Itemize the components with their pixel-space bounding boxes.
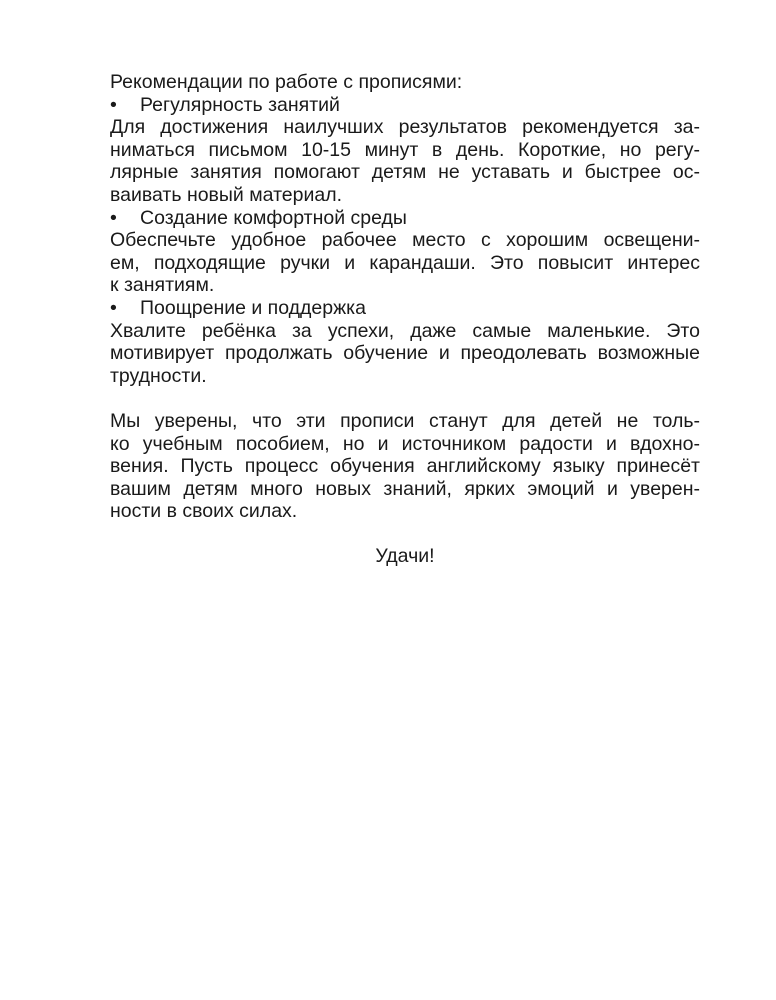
paragraph-line: лярные занятия помогают детям не уставать и быстрее ос- [110, 161, 700, 184]
paragraph-line: Для достижения наилучших результатов рекомендуется за- [110, 116, 700, 139]
paragraph-line: ниматься письмом 10-15 минут в день. Короткие, но регу- [110, 138, 700, 161]
signoff-text: Удачи! [375, 545, 435, 568]
closing-line: вашим детям много новых знаний, ярких эмоций и уверен- [110, 477, 700, 500]
closing-line: вения. Пусть процесс обучения английскому языку принесёт [110, 455, 700, 478]
section-heading-text: Создание комфортной среды [140, 206, 407, 229]
paragraph-line: Обеспечьте удобное рабочее место с хорошим освещени- [110, 229, 700, 252]
paragraph-line: мотивирует продолжать обучение и преодолевать возможные [110, 342, 700, 365]
section-heading-text: Поощрение и поддержка [140, 296, 366, 319]
closing-line: ко учебным пособием, но и источником радости и вдохно- [110, 432, 700, 455]
section-heading-encouragement [110, 297, 700, 320]
paragraph-line: ваивать новый материал. [110, 183, 343, 206]
bullet-icon: • [110, 296, 117, 319]
document-page [110, 71, 700, 568]
paragraph-gap [110, 523, 700, 546]
intro-text: Рекомендации по работе с прописями: [110, 71, 463, 93]
paragraph-line: к занятиям. [110, 274, 215, 297]
paragraph-line: ем, подходящие ручки и карандаши. Это повысит интерес [110, 251, 700, 274]
section-heading-environment [110, 207, 700, 230]
bullet-icon: • [110, 206, 117, 229]
closing-line: ности в своих силах. [110, 500, 298, 523]
section-heading-regularity [110, 94, 700, 117]
section-heading-text: Регулярность занятий [140, 93, 340, 116]
paragraph-line: трудности. [110, 364, 207, 387]
paragraph-line: Хвалите ребёнка за успехи, даже самые маленькие. Это [110, 319, 700, 342]
paragraph-gap [110, 387, 700, 410]
bullet-icon: • [110, 93, 117, 116]
closing-line: Мы уверены, что эти прописи станут для детей не толь- [110, 409, 700, 432]
